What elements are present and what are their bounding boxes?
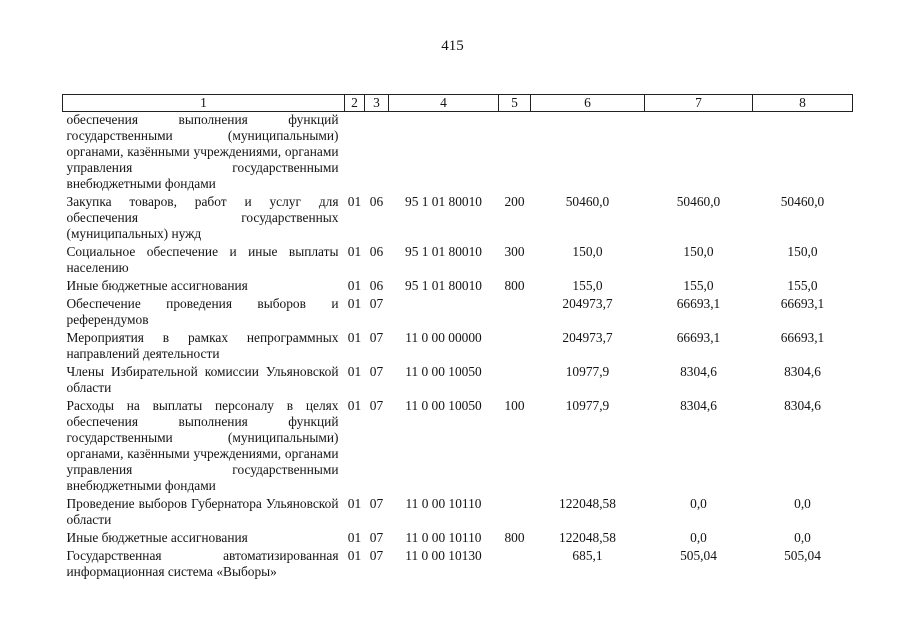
- amount-col6: 155,0: [572, 278, 603, 293]
- expense-type-code: 800: [504, 278, 525, 293]
- table-row: [63, 242, 853, 276]
- amount-col7: 0,0: [690, 496, 707, 511]
- target-article-code: [389, 294, 499, 328]
- table-row: [63, 546, 853, 580]
- subsection-code: 07: [369, 496, 384, 511]
- row-name: Государственная автоматизированная информационная система «Выборы»: [66, 548, 339, 579]
- subsection-code: 07: [369, 398, 384, 413]
- amount-col8: 8304,6: [784, 364, 821, 379]
- column-header: 4: [389, 95, 499, 112]
- column-header: 3: [365, 95, 389, 112]
- target-article-code: 11 0 00 00000: [405, 330, 482, 345]
- section-code: 01: [347, 364, 362, 379]
- amount-col6: 685,1: [572, 548, 603, 563]
- amount-col8: 155,0: [787, 278, 818, 293]
- amount-col6: 150,0: [572, 244, 603, 259]
- table-row: [63, 396, 853, 494]
- target-article-code: 95 1 01 80010: [405, 194, 482, 209]
- table-row: [63, 362, 853, 396]
- subsection-code: 07: [369, 548, 384, 563]
- amount-col7: 8304,6: [680, 364, 717, 379]
- row-name: Члены Избирательной комиссии Ульяновской области: [66, 364, 339, 395]
- amount-col6: 204973,7: [562, 330, 613, 345]
- column-header: 1: [63, 95, 345, 112]
- budget-table: [62, 94, 853, 580]
- amount-col7: 150,0: [683, 244, 714, 259]
- section-code: 01: [347, 296, 362, 311]
- page-number: 415: [441, 38, 464, 54]
- expense-type-code: 200: [504, 194, 525, 209]
- amount-col6: 122048,58: [559, 530, 616, 545]
- section-code: 01: [347, 496, 362, 511]
- subsection-code: 07: [369, 296, 384, 311]
- section-code: 01: [347, 530, 362, 545]
- row-name: Социальное обеспечение и иные выплаты населению: [66, 244, 339, 275]
- target-article-code: 11 0 00 10050: [405, 398, 482, 413]
- expense-type-code: [499, 546, 531, 580]
- amount-col8: 50460,0: [780, 194, 825, 209]
- row-name: Закупка товаров, работ и услуг для обеспечения государственных (муниципальных) нужд: [66, 194, 339, 241]
- section-code: [345, 112, 365, 193]
- amount-col6: 204973,7: [562, 296, 613, 311]
- section-code: 01: [347, 278, 362, 293]
- amount-col7: 505,04: [680, 548, 717, 563]
- amount-col7: 66693,1: [676, 296, 721, 311]
- amount-col6: 10977,9: [565, 398, 610, 413]
- subsection-code: 06: [369, 244, 384, 259]
- expense-type-code: 300: [504, 244, 525, 259]
- subsection-code: 07: [369, 364, 384, 379]
- target-article-code: 11 0 00 10050: [405, 364, 482, 379]
- row-name: Проведение выборов Губернатора Ульяновской области: [66, 496, 339, 527]
- expense-type-code: [499, 328, 531, 362]
- table-row: [63, 494, 853, 528]
- amount-col8: 505,04: [784, 548, 821, 563]
- amount-col7: 155,0: [683, 278, 714, 293]
- target-article-code: 11 0 00 10130: [405, 548, 482, 563]
- row-name: Расходы на выплаты персоналу в целях обеспечения выполнения функций государственными (муниципальными) органами, казёнными учреждениями, органами управления государственными внебюджетными фондами: [66, 398, 339, 493]
- column-header: 5: [499, 95, 531, 112]
- table-row: [63, 528, 853, 546]
- row-name: обеспечения выполнения функций государственными (муниципальными) органами, казёнными учреждениями, органами управления государственными внебюджетными фондами: [66, 112, 339, 191]
- table-row: [63, 276, 853, 294]
- amount-col8: 150,0: [787, 244, 818, 259]
- amount-col8: 66693,1: [780, 330, 825, 345]
- table-row: [63, 328, 853, 362]
- amount-col7: 8304,6: [680, 398, 717, 413]
- target-article-code: [389, 112, 499, 193]
- subsection-code: 07: [369, 530, 384, 545]
- target-article-code: 11 0 00 10110: [405, 496, 482, 511]
- section-code: 01: [347, 330, 362, 345]
- amount-col7: 66693,1: [676, 330, 721, 345]
- subsection-code: 07: [369, 330, 384, 345]
- subsection-code: 06: [369, 278, 384, 293]
- subsection-code: 06: [369, 194, 384, 209]
- amount-col8: 0,0: [794, 496, 811, 511]
- subsection-code: [365, 112, 389, 193]
- row-name: Иные бюджетные ассигнования: [66, 278, 248, 293]
- expense-type-code: 100: [504, 398, 525, 413]
- target-article-code: 95 1 01 80010: [405, 278, 482, 293]
- expense-type-code: 800: [504, 530, 525, 545]
- amount-col6: [531, 112, 645, 193]
- amount-col8: [753, 112, 853, 193]
- amount-col8: 0,0: [794, 530, 811, 545]
- row-name: Иные бюджетные ассигнования: [66, 530, 248, 545]
- table-row: [63, 112, 853, 193]
- column-header: 8: [753, 95, 853, 112]
- amount-col8: 66693,1: [780, 296, 825, 311]
- amount-col7: 50460,0: [676, 194, 721, 209]
- table-row: [63, 294, 853, 328]
- section-code: 01: [347, 194, 362, 209]
- section-code: 01: [347, 548, 362, 563]
- expense-type-code: [499, 294, 531, 328]
- column-header: 7: [645, 95, 753, 112]
- row-name: Мероприятия в рамках непрограммных направлений деятельности: [66, 330, 339, 361]
- target-article-code: 95 1 01 80010: [405, 244, 482, 259]
- expense-type-code: [499, 112, 531, 193]
- amount-col6: 50460,0: [565, 194, 610, 209]
- section-code: 01: [347, 244, 362, 259]
- amount-col7: [645, 112, 753, 193]
- amount-col7: 0,0: [690, 530, 707, 545]
- section-code: 01: [347, 398, 362, 413]
- header-row: [63, 95, 853, 112]
- column-header: 2: [345, 95, 365, 112]
- amount-col6: 10977,9: [565, 364, 610, 379]
- table-row: [63, 192, 853, 242]
- column-header: 6: [531, 95, 645, 112]
- amount-col6: 122048,58: [559, 496, 616, 511]
- target-article-code: 11 0 00 10110: [405, 530, 482, 545]
- expense-type-code: [499, 362, 531, 396]
- amount-col8: 8304,6: [784, 398, 821, 413]
- row-name: Обеспечение проведения выборов и референдумов: [66, 296, 339, 327]
- expense-type-code: [499, 494, 531, 528]
